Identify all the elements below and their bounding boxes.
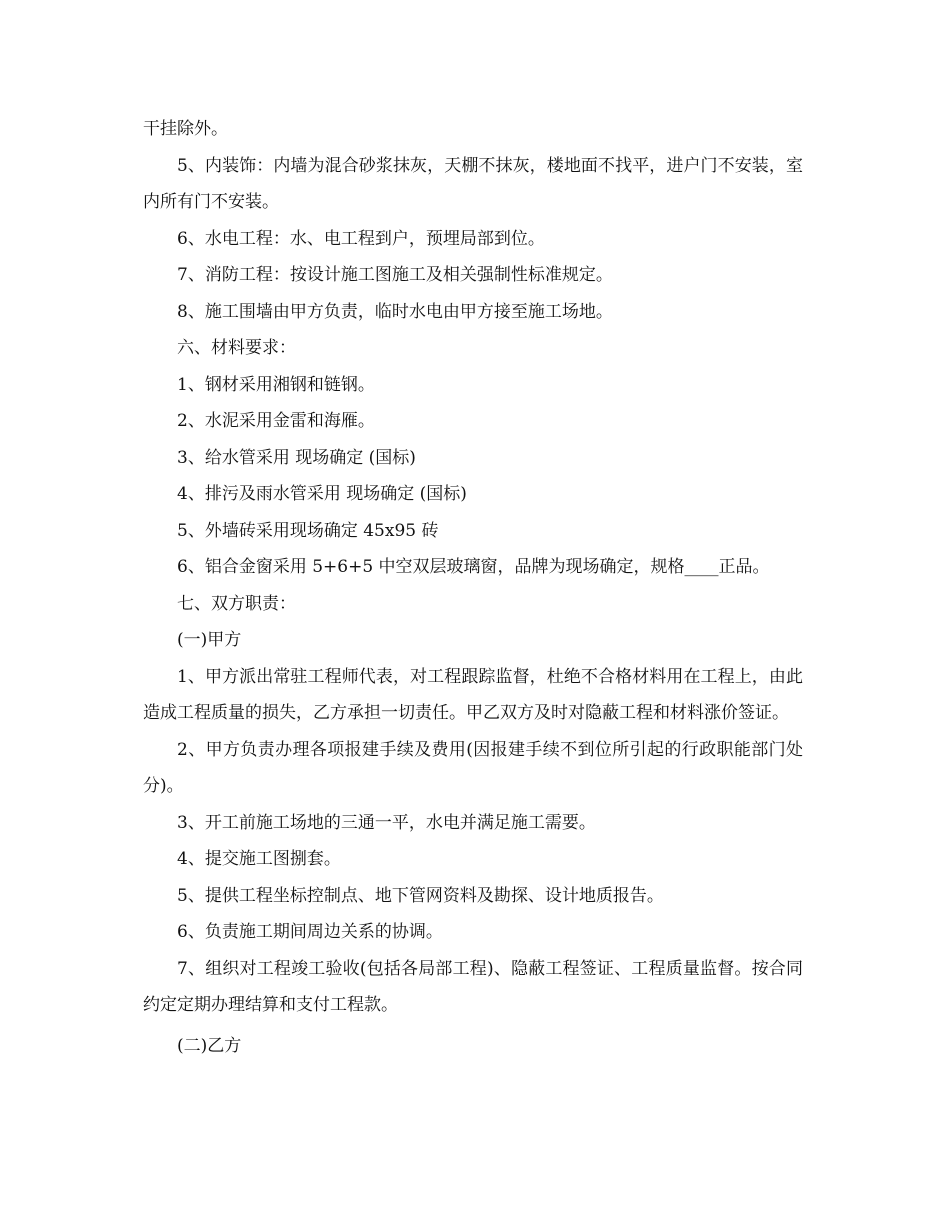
paragraph: 5、提供工程坐标控制点、地下管网资料及勘探、设计地质报告。: [177, 885, 664, 906]
paragraph: 3、开工前施工场地的三通一平，水电并满足施工需要。: [177, 812, 596, 833]
subsection-heading: (一)甲方: [177, 630, 242, 650]
document-body: [143, 111, 803, 1064]
paragraph: 干挂除外。: [143, 119, 228, 139]
paragraph: 4、排污及雨水管采用 现场确定 (国标): [177, 484, 467, 504]
paragraph: 1、钢材采用湘钢和链钢。: [177, 374, 375, 395]
subsection-heading: (二)乙方: [177, 1035, 242, 1056]
paragraph: 6、负责施工期间周边关系的协调。: [177, 922, 443, 942]
section-heading: 六、材料要求：: [177, 338, 296, 358]
paragraph: 7、组织对工程竣工验收(包括各局部工程)、隐蔽工程签证、工程质量监督。按合同约定定期办理结算和支付工程款。: [143, 958, 803, 1015]
paragraph: 5、内装饰：内墙为混合砂浆抹灰，天棚不抹灰，楼地面不找平，进户门不安装，室内所有门不安装。: [143, 155, 803, 212]
paragraph: 4、提交施工图捌套。: [177, 849, 341, 869]
paragraph: 5、外墙砖采用现场确定 45x95 砖: [177, 520, 439, 541]
section-heading: 七、双方职责：: [177, 593, 296, 614]
paragraph: 7、消防工程：按设计施工图施工及相关强制性标准规定。: [177, 265, 613, 285]
paragraph: 1、甲方派出常驻工程师代表，对工程跟踪监督，杜绝不合格材料用在工程上，由此造成工程质量的损失，乙方承担一切责任。甲乙双方及时对隐蔽工程和材料涨价签证。: [143, 666, 803, 723]
paragraph: 6、水电工程：水、电工程到户，预埋局部到位。: [177, 228, 545, 249]
paragraph: 6、铝合金窗采用 5+6+5 中空双层玻璃窗，品牌为现场确定，规格____正品。: [177, 557, 770, 577]
paragraph: 2、水泥采用金雷和海雁。: [177, 411, 375, 431]
paragraph: 8、施工围墙由甲方负责，临时水电由甲方接至施工场地。: [177, 301, 613, 322]
paragraph: 2、甲方负责办理各项报建手续及费用(因报建手续不到位所引起的行政职能部门处分)。: [143, 739, 803, 796]
paragraph: 3、给水管采用 现场确定 (国标): [177, 447, 416, 468]
